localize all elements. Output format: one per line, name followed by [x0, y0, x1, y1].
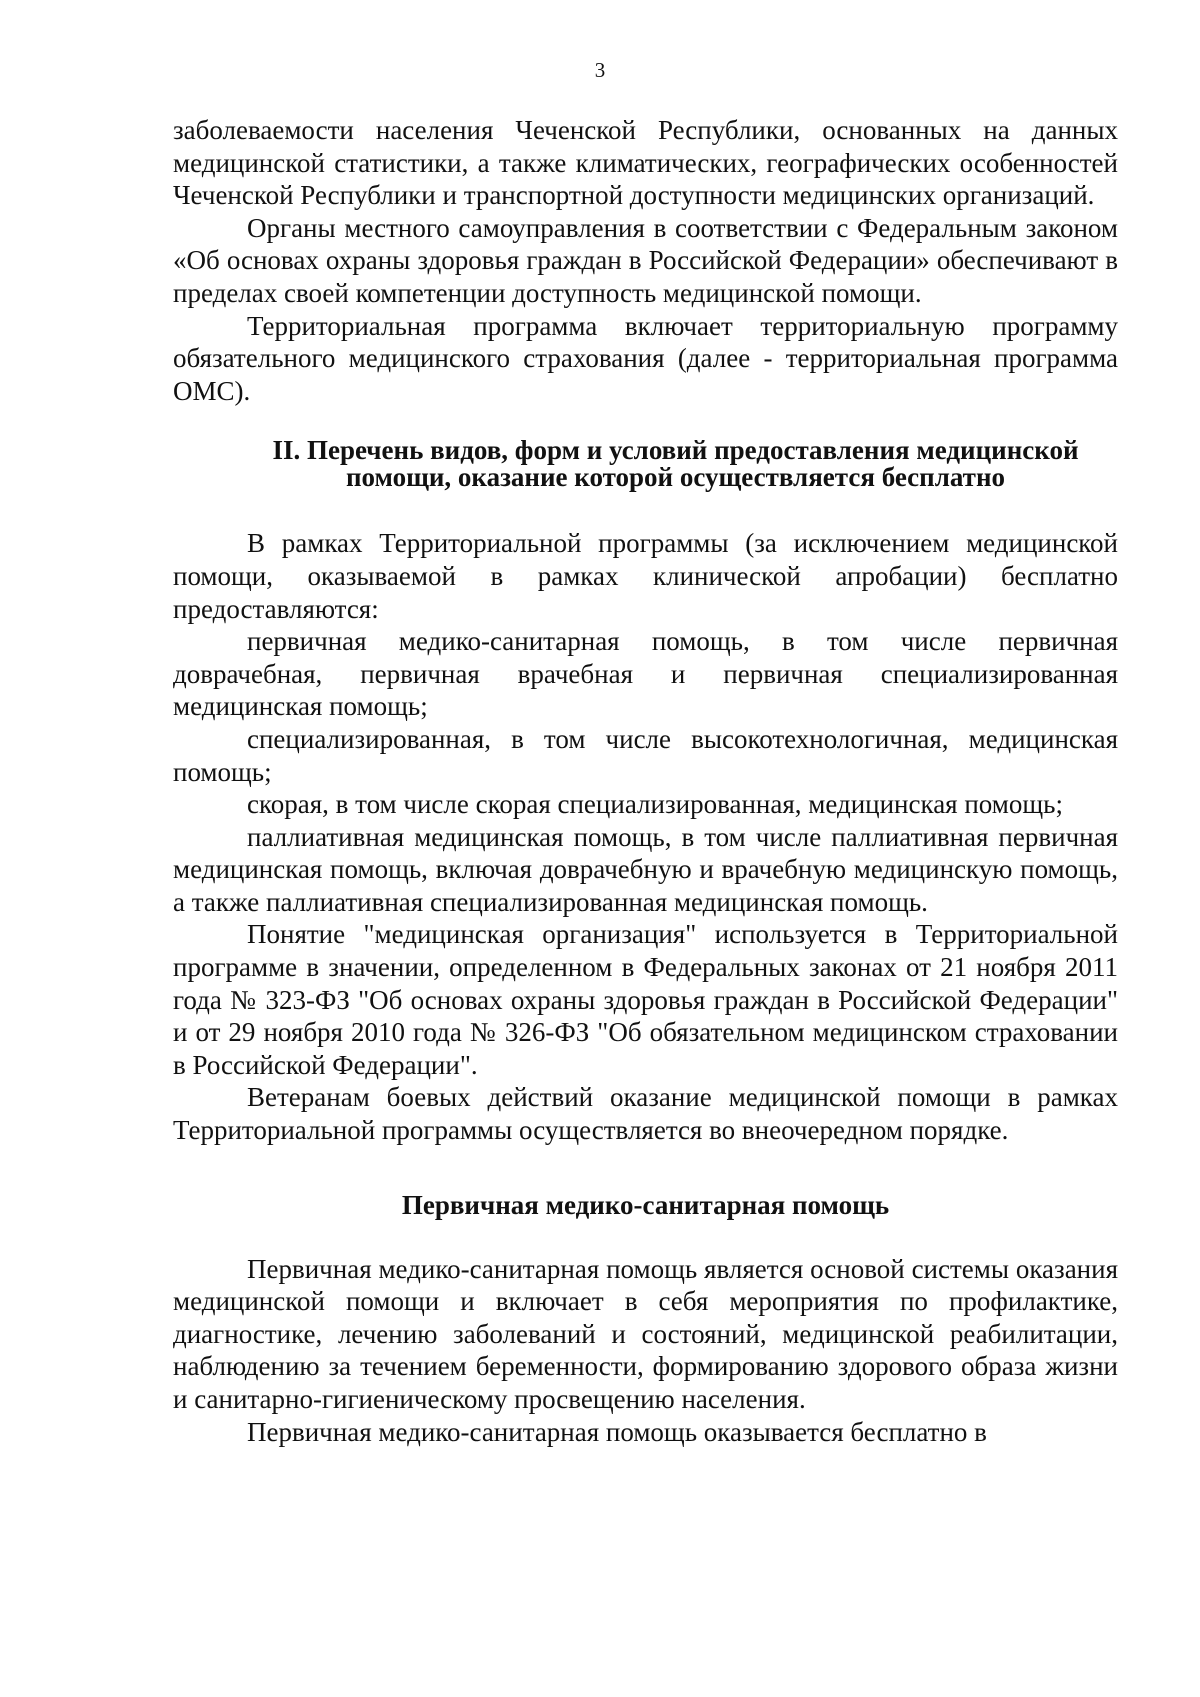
section-heading-line: помощи, оказание которой осуществляется бесплатно — [346, 462, 1005, 493]
paragraph: специализированная, в том числе высокотехнологичная, медицинская помощь; — [173, 723, 1118, 787]
paragraph: первичная медико-санитарная помощь, в том числе первичная доврачебная, первичная врачебная и первичная специализированная медицинская помощь; — [173, 626, 1118, 722]
page-number: 3 — [594, 58, 606, 82]
paragraph: Органы местного самоуправления в соответствии с Федеральным законом «Об основах охраны здоровья граждан в Российской Федерации» обеспечивают в пределах своей компетенции доступность медицинской помощи. — [173, 212, 1118, 308]
section-heading-line: II. Перечень видов, форм и условий предоставления медицинской — [272, 435, 1079, 466]
paragraph: Первичная медико-санитарная помощь является основой системы оказания медицинской помощи и включает в себя мероприятия по профилактике, диагностике, лечению заболеваний и состояний, медицинской реабилитации, наблюдению за течением беременности, формированию здорового образа жизни и санитарно-гигиеническому просвещению населения. — [173, 1253, 1118, 1414]
paragraph: Территориальная программа включает территориальную программу обязательного медицинского страхования (далее - территориальная программа ОМС). — [173, 310, 1118, 406]
paragraph: паллиативная медицинская помощь, в том числе паллиативная первичная медицинская помощь, включая доврачебную и врачебную медицинскую помощь, а также паллиативная специализированная медицинская помощь. — [173, 821, 1118, 917]
subsection-heading: Первичная медико-санитарная помощь — [401, 1189, 890, 1220]
paragraph: скорая, в том числе скорая специализированная, медицинская помощь; — [247, 789, 1063, 820]
section-heading — [173, 437, 1118, 491]
paragraph: В рамках Территориальной программы (за исключением медицинской помощи, оказываемой в рамках клинической апробации) бесплатно предоставляются: — [173, 528, 1118, 624]
paragraph: Первичная медико-санитарная помощь оказывается бесплатно в — [247, 1416, 987, 1447]
document-body — [173, 114, 1118, 1448]
paragraph: Понятие "медицинская организация" используется в Территориальной программе в значении, определенном в Федеральных законах от 21 ноября 2011 года № 323-ФЗ "Об основах охраны здоровья граждан в Российской Федерации" и от 29 ноября 2010 года № 326-ФЗ "Об обязательном медицинском страховании в Российской Федерации". — [173, 919, 1118, 1080]
paragraph: Ветеранам боевых действий оказание медицинской помощи в рамках Территориальной программы осуществляется во внеочередном порядке. — [173, 1082, 1118, 1146]
paragraph: заболеваемости населения Чеченской Республики, основанных на данных медицинской статистики, а также климатических, географических особенностей Чеченской Республики и транспортной доступности медицинских организаций. — [173, 115, 1118, 211]
